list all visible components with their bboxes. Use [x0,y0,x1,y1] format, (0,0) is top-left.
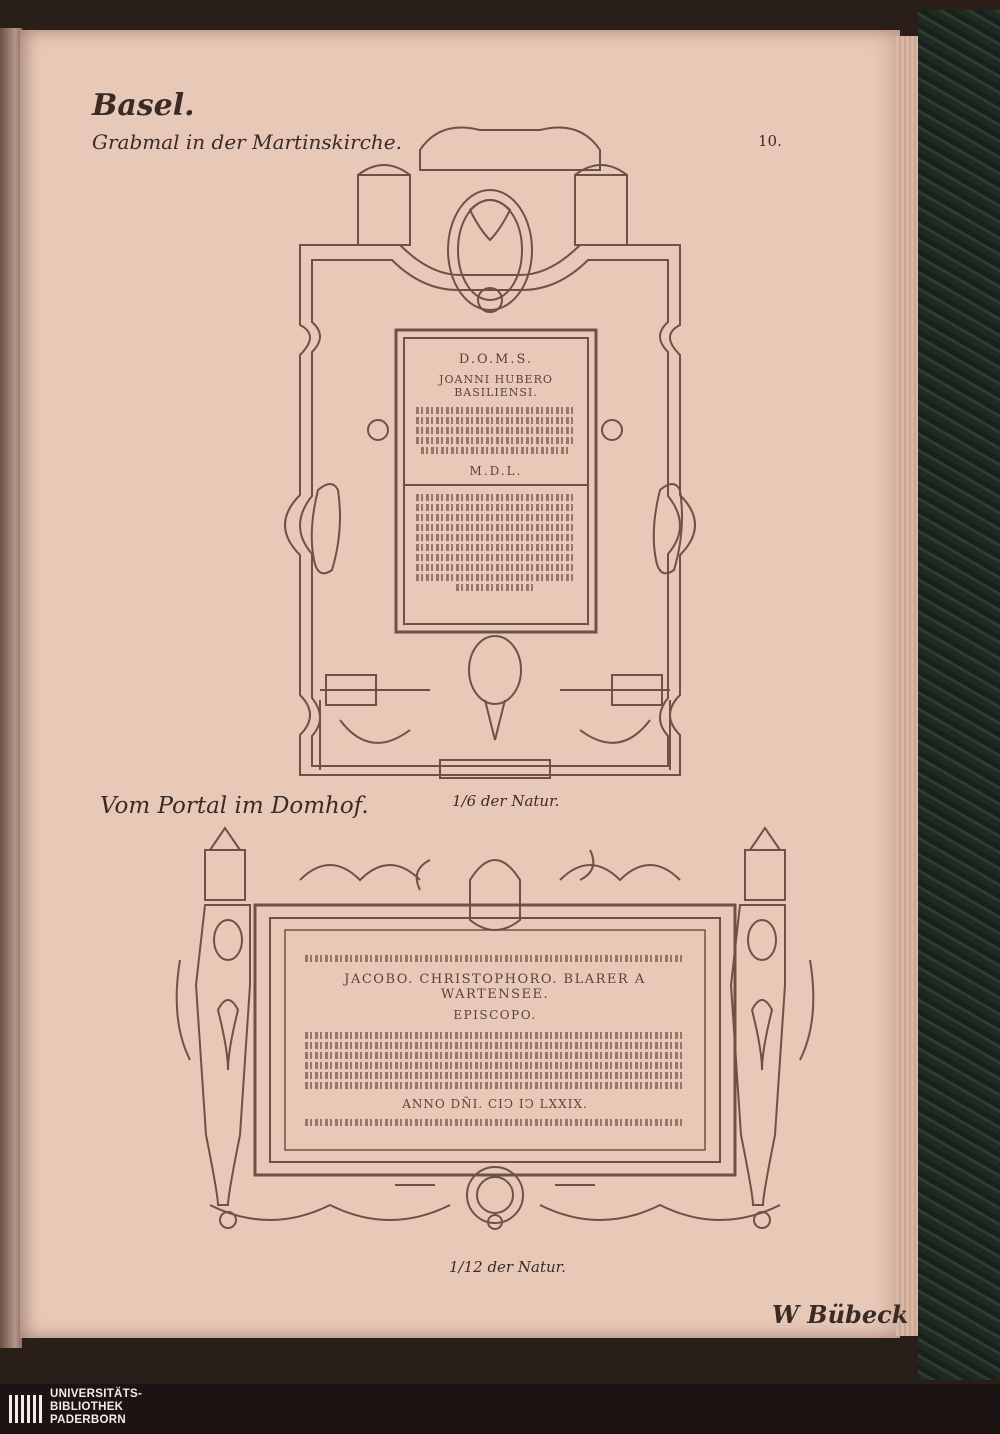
illegible-text-line [305,1082,685,1089]
page-subtitle: Grabmal in der Martinskirche. [92,130,402,154]
illegible-text-line [416,564,576,571]
artist-signature: W Bübeck [772,1300,909,1329]
illegible-text-line [416,494,576,501]
illegible-text-line [305,1032,685,1039]
illegible-text-line [416,574,576,581]
illegible-text-line [421,447,571,454]
plate1-year: M.D.L. [469,464,523,478]
library-logo-icon [8,1391,44,1427]
footer-bar [0,1384,1000,1434]
plate2-inscription-line1: JACOBO. CHRISTOPHORO. BLARER A WARTENSEE. [344,972,646,1002]
plate2-section-label: Vom Portal im Domhof. [100,793,369,819]
illegible-text-line [416,514,576,521]
plate2-scale-label: 1/12 der Natur. [449,1258,566,1276]
plate2-inscription-line2: EPISCOPO. [453,1008,537,1022]
illegible-text-line [416,407,576,414]
illegible-text-line [456,584,536,591]
logo-line3: PADERBORN [50,1414,126,1426]
illegible-text-line [416,427,576,434]
illegible-text-line [305,1042,685,1049]
illegible-text-line [305,1052,685,1059]
illegible-text-line [416,524,576,531]
plate2-year: ANNO DÑI. CIϽ IϽ LXXIX. [402,1097,588,1111]
illegible-text-line [416,534,576,541]
illegible-text-line [416,437,576,444]
logo-line1: UNIVERSITÄTS- [50,1388,143,1400]
logo-line2: BIBLIOTHEK [50,1401,124,1413]
library-logo-text [50,1388,142,1427]
illegible-text-line [416,544,576,551]
illegible-text-line [416,417,576,424]
illegible-text-line [305,1119,685,1126]
illegible-text-line [305,955,685,962]
page-number: 10. [758,132,782,150]
plate1-inscription-line1: D.O.M.S. [458,352,534,367]
illegible-text-line [305,1062,685,1069]
plate1-inscription [406,352,586,594]
page-title: Basel. [92,88,195,123]
illegible-text-line [416,504,576,511]
illegible-text-line [305,1072,685,1079]
illegible-text-line [416,554,576,561]
plate1-scale-label: 1/6 der Natur. [452,792,560,810]
plate1-inscription-line2: JOANNI HUBERO BASILIENSI. [439,373,553,399]
plate2-inscription [295,952,695,1129]
